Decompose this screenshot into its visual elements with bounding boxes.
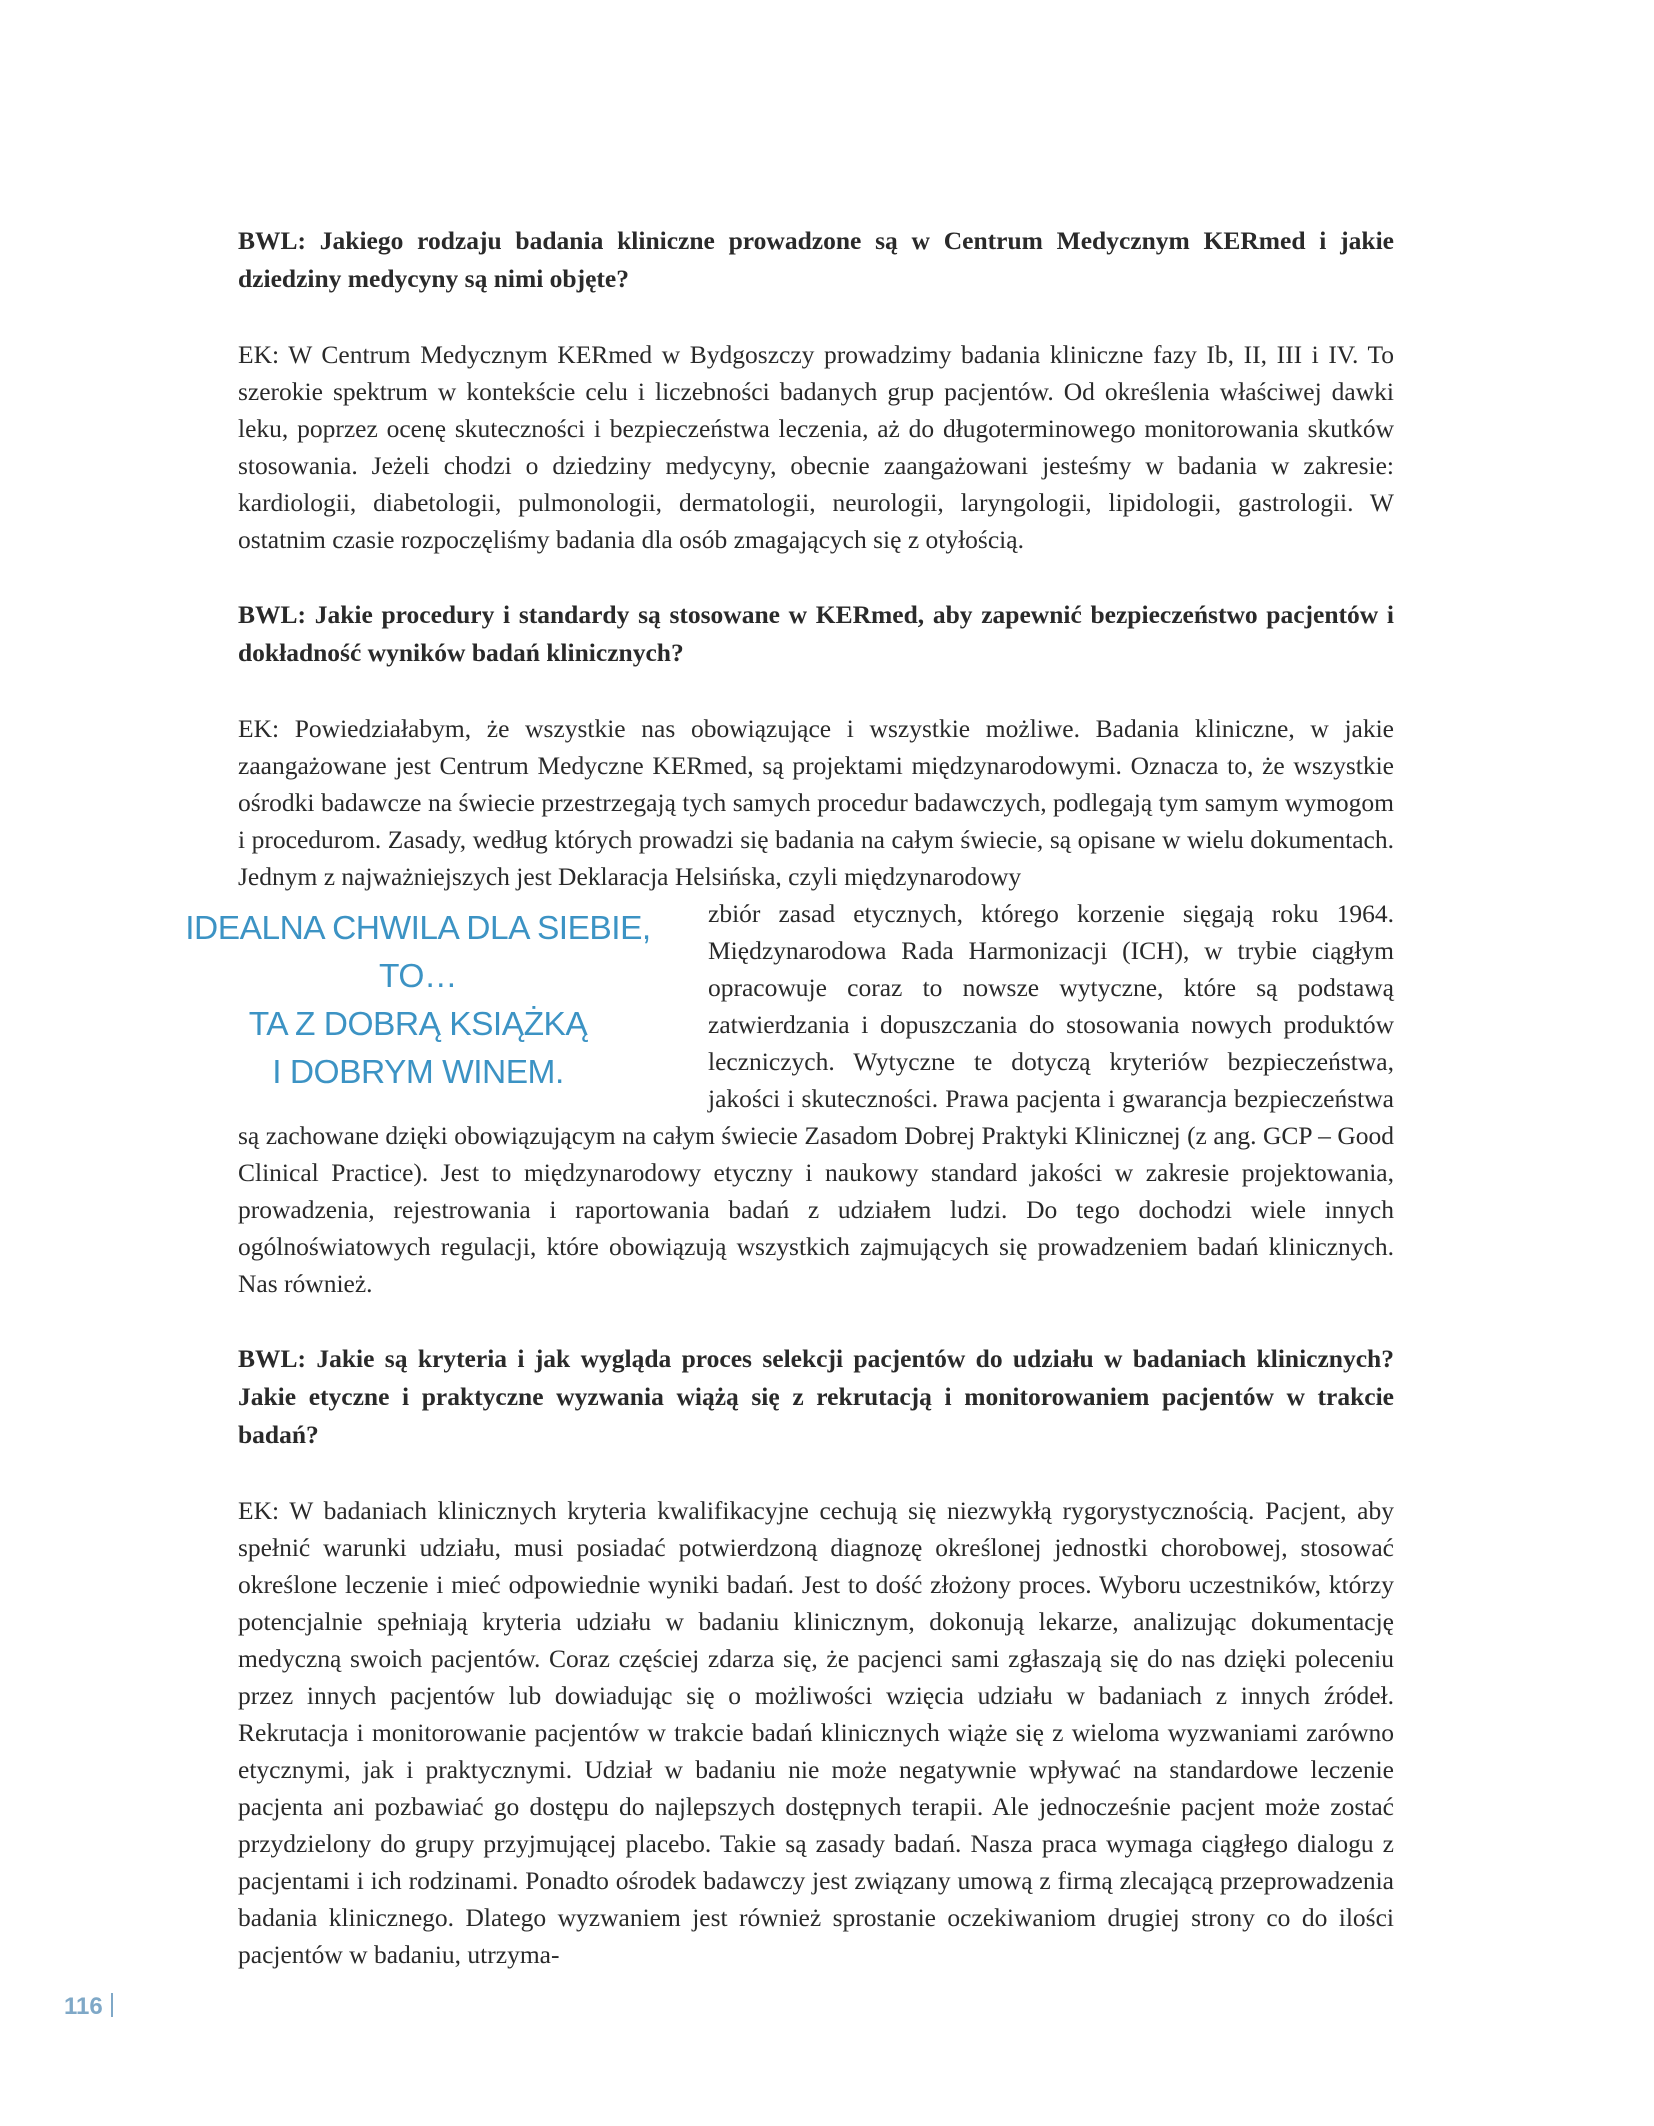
question-1: BWL: Jakiego rodzaju badania kliniczne prowadzone są w Centrum Medycznym KERmed i jakie dziedziny medycyny są nimi objęte?: [238, 226, 1394, 293]
folio-divider: [111, 1993, 113, 2017]
page-number-value: 116: [64, 1993, 103, 2020]
pull-quote-line-1: IDEALNA CHWILA DLA SIEBIE, TO…: [185, 910, 651, 995]
page-number: [64, 1993, 113, 2021]
question-3: BWL: Jakie są kryteria i jak wygląda proces selekcji pacjentów do udziału w badaniach klinicznych? Jakie etyczne i praktyczne wyzwania wiążą się z rekrutacją i monitorowaniem pacjentów w trakcie badań?: [238, 1344, 1394, 1449]
answer-1: EK: W Centrum Medycznym KERmed w Bydgoszczy prowadzimy badania kliniczne fazy Ib, II, III i IV. To szerokie spektrum w kontekście celu i liczebności badanych grup pacjentów. Od określenia właściwej dawki leku, poprzez ocenę skuteczności i bezpieczeństwa leczenia, aż do długoterminowego monitorowania skutków stosowania. Jeżeli chodzi o dziedziny medycyny, obecnie zaangażowani jesteśmy w badania w zakresie: kardiologii, diabetologii, pulmonologii, dermatologii, neurologii, laryngologii, lipidologii, gastrologii. W ostatnim czasie rozpoczęliśmy badania dla osób zmagających się z otyłością.: [238, 340, 1394, 554]
answer-2-part-1: EK: Powiedziałabym, że wszystkie nas obowiązujące i wszystkie możliwe. Badania kliniczne, w jakie zaangażowane jest Centrum Medyczne KERmed, są projektami międzynarodowymi. Oznacza to, że wszystkie ośrodki badawcze na świecie przestrzegają tych samych procedur badawczych, podlegają tym samym wymogom i procedurom. Zasady, według których prowadzi się badania na całym świecie, są opisane w wielu dokumentach. Jednym z najważniejszych jest Deklaracja Helsińska, czyli międzynarodowy: [238, 714, 1394, 891]
pull-quote-line-3: I DOBRYM WINEM.: [272, 1054, 564, 1091]
pull-quote: [168, 895, 708, 1107]
question-2: BWL: Jakie procedury i standardy są stosowane w KERmed, aby zapewnić bezpieczeństwo pacjentów i dokładność wyników badań klinicznych?: [238, 600, 1394, 667]
pull-quote-line-2: TA Z DOBRĄ KSIĄŻKĄ: [248, 1006, 588, 1043]
answer-3: EK: W badaniach klinicznych kryteria kwalifikacyjne cechują się niezwykłą rygorystycznością. Pacjent, aby spełnić warunki udziału, musi posiadać potwierdzoną diagnozę określonej jednostki chorobowej, stosować określone leczenie i mieć odpowiednie wyniki badań. Jest to dość złożony proces. Wyboru uczestników, którzy potencjalnie spełniają kryteria udziału w badaniu klinicznym, dokonują lekarze, analizując dokumentację medyczną swoich pacjentów. Coraz częściej zdarza się, że pacjenci sami zgłaszają się do nas dzięki poleceniu przez innych pacjentów lub dowiadując się o możliwości wzięcia udziału w badaniach z innych źródeł. Rekrutacja i monitorowanie pacjentów w trakcie badań klinicznych wiąże się z wieloma wyzwaniami zarówno etycznymi, jak i praktycznymi. Udział w badaniu nie może negatywnie wpływać na standardowe leczenie pacjenta ani pozbawiać go dostępu do najlepszych dostępnych terapii. Ale jednocześnie pacjent może zostać przydzielony do grupy przyjmującej placebo. Takie są zasady badań. Nasza praca wymaga ciągłego dialogu z pacjentami i ich rodzinami. Ponadto ośrodek badawczy jest związany umową z firmą zlecającą przeprowadzenia badania klinicznego. Dlatego wyzwaniem jest również sprostanie oczekiwaniom drugiej strony co do ilości pacjentów w badaniu, utrzyma-: [238, 1496, 1394, 1969]
answer-2-part-2: zbiór zasad etycznych, którego korzenie sięgają roku 1964. Międzynarodowa Rada Harmonizacji (ICH), w trybie ciągłym opracowuje coraz to nowsze wytyczne, które są podstawą zatwierdzania i dopuszczania do stosowania nowych produktów leczniczych. Wytyczne te dotyczą kryteriów bezpieczeństwa, jakości i skuteczności. Prawa pacjenta i gwarancja bezpieczeństwa są zachowane dzięki obowiązującym na całym świecie Zasadom Dobrej Praktyki Klinicznej (z ang. GCP – Good Clinical Practice). Jest to międzynarodowy etyczny i naukowy standard jakości w zakresie projektowania, prowadzenia, rejestrowania i raportowania badań z udziałem ludzi. Do tego dochodzi wiele innych ogólnoświatowych regulacji, które obowiązują wszystkich zajmujących się prowadzeniem badań klinicznych. Nas również.: [238, 899, 1394, 1298]
article-body: [185, 222, 1394, 2011]
